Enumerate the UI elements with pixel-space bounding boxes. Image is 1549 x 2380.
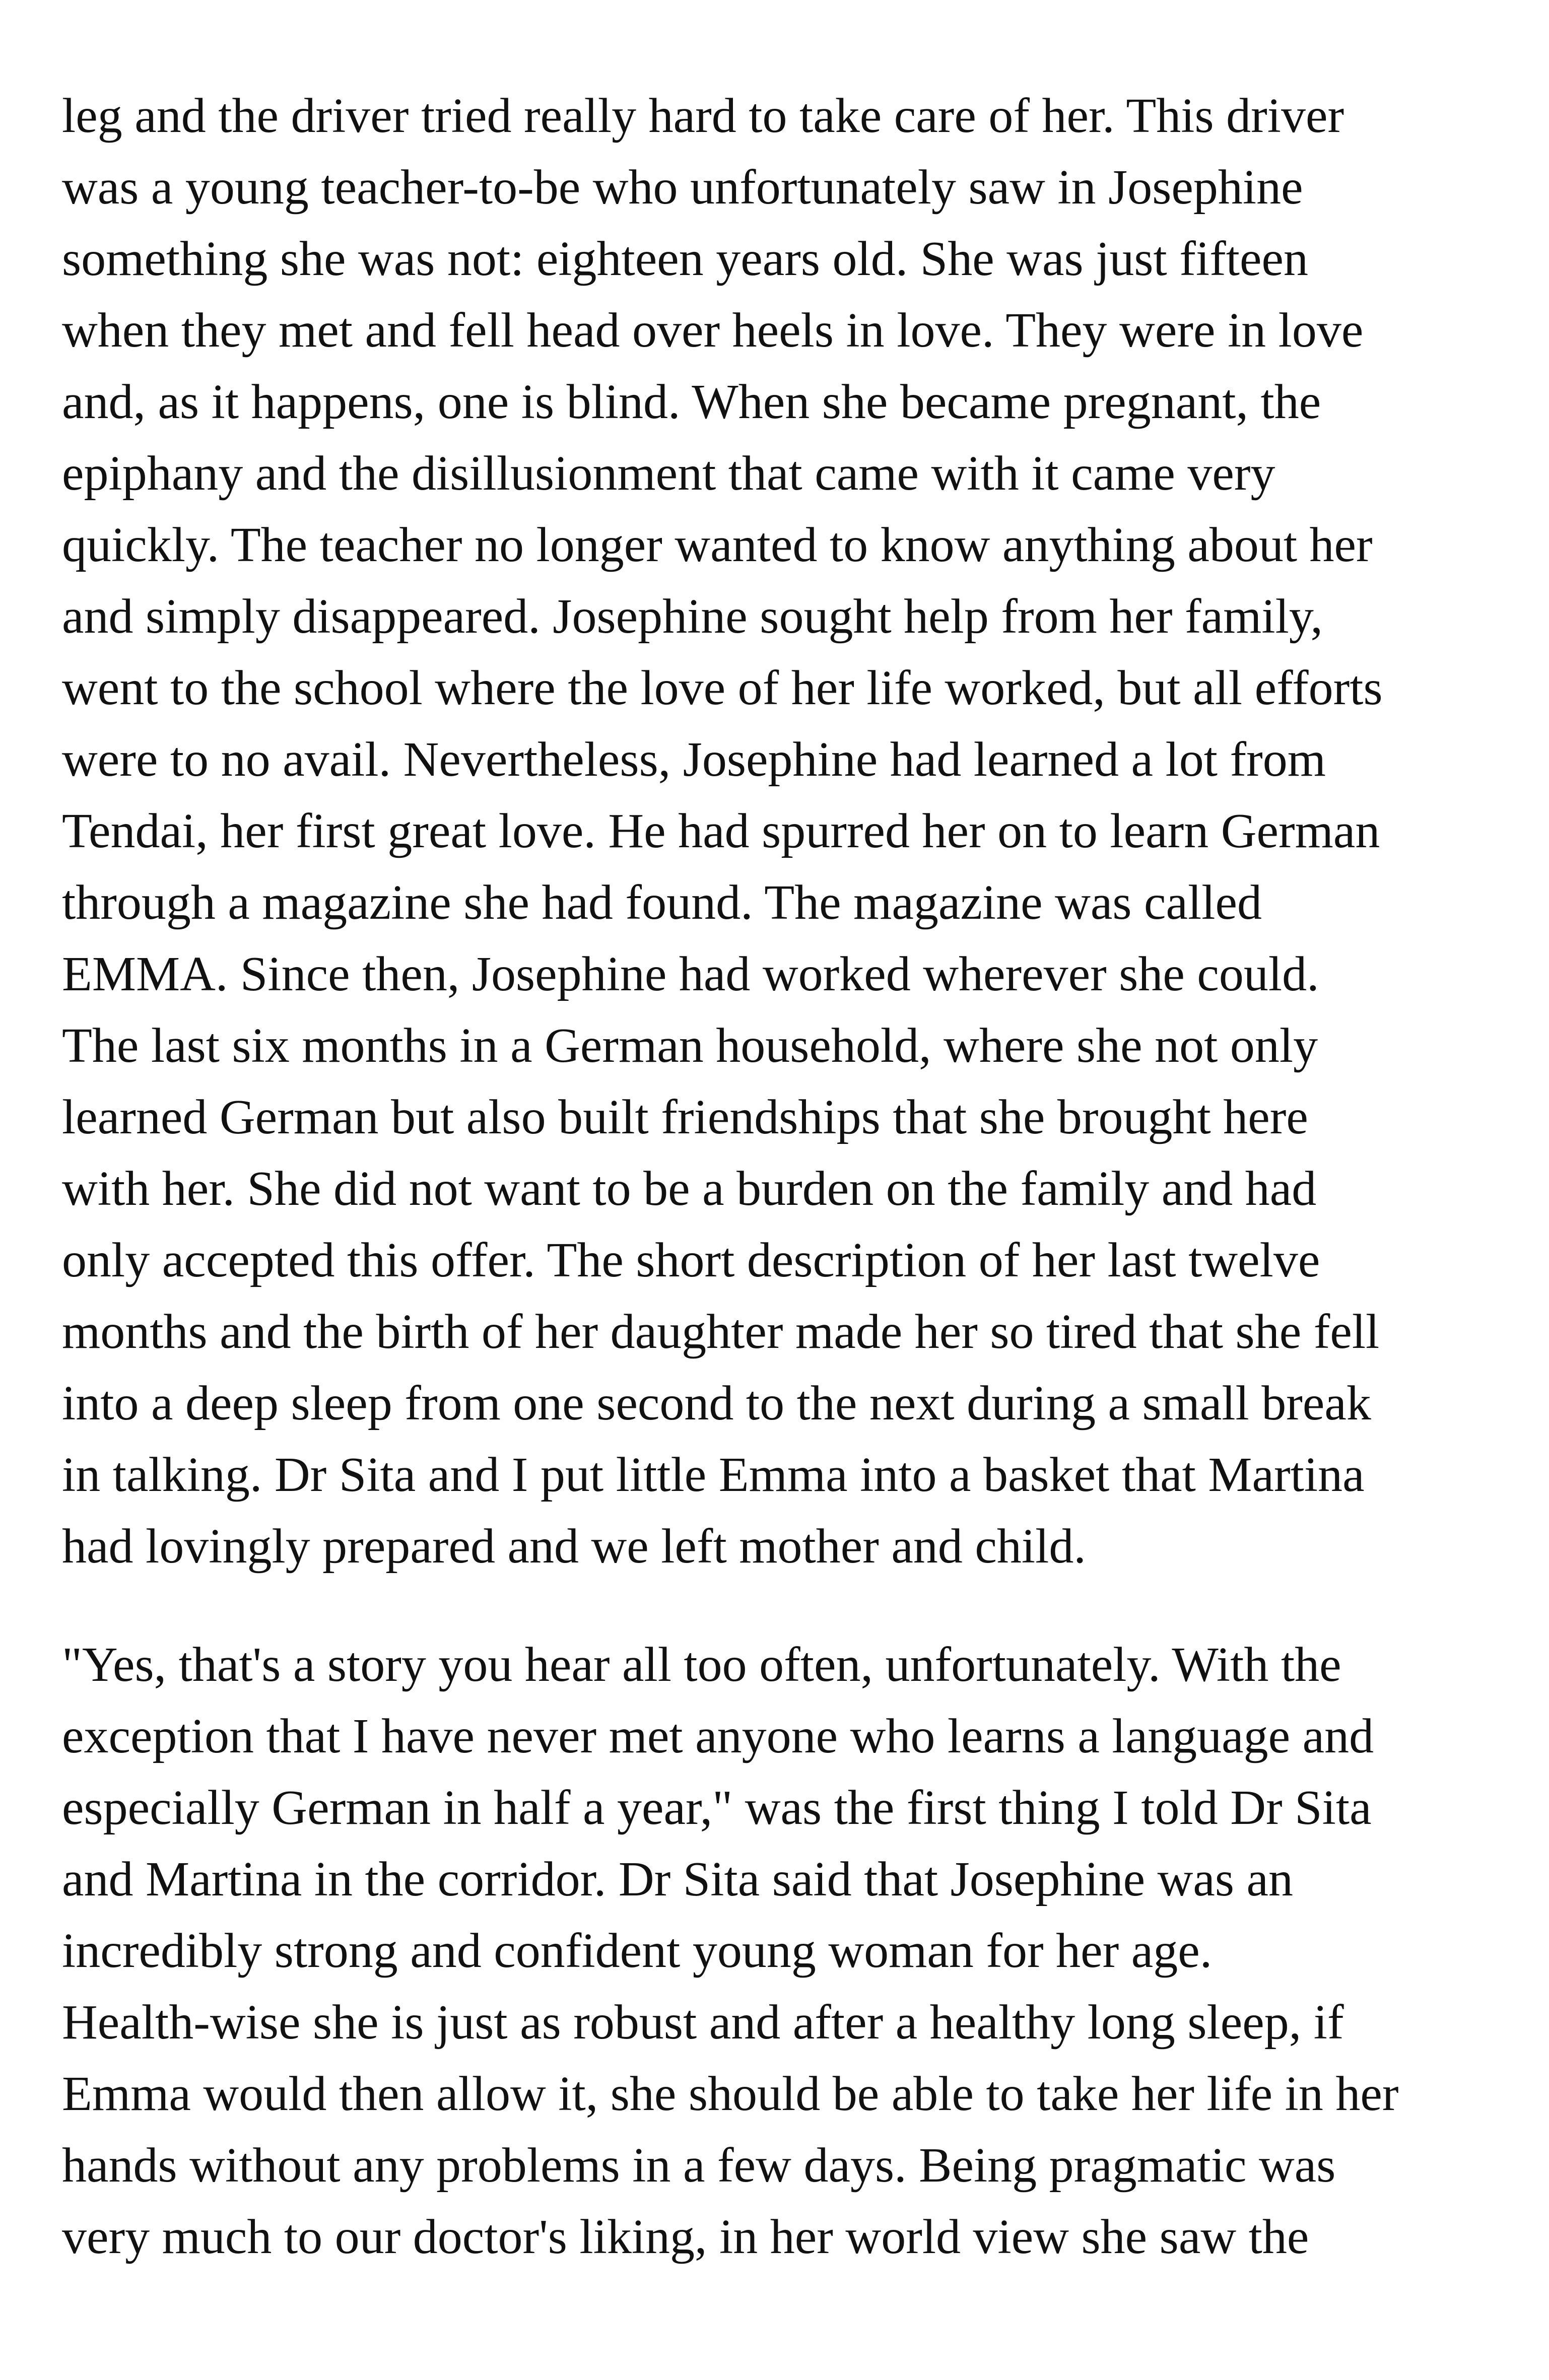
text-line: exception that I have never met anyone who learns a language and (62, 1709, 1374, 1763)
text-line: epiphany and the disillusionment that came with it came very (62, 446, 1275, 501)
text-line: through a magazine she had found. The magazine was called (62, 875, 1262, 930)
text-line: in talking. Dr Sita and I put little Emma into a basket that Martina (62, 1448, 1365, 1502)
text-line: The last six months in a German household, where she not only (62, 1018, 1318, 1073)
text-line: especially German in half a year," was the first thing I told Dr Sita (62, 1781, 1372, 1835)
text-line: very much to our doctor's liking, in her world view she saw the (62, 2210, 1309, 2264)
text-line: and simply disappeared. Josephine sought help from her family, (62, 589, 1323, 644)
text-line: leg and the driver tried really hard to take care of her. This driver (62, 89, 1344, 143)
text-line: with her. She did not want to be a burden on the family and had (62, 1162, 1317, 1216)
text-line: when they met and fell head over heels in love. They were in love (62, 303, 1364, 358)
text-line: "Yes, that's a story you hear all too often, unfortunately. With the (62, 1638, 1341, 1692)
text-line: months and the birth of her daughter made her so tired that she fell (62, 1305, 1380, 1359)
text-line: were to no avail. Nevertheless, Josephine had learned a lot from (62, 732, 1326, 787)
text-line: something she was not: eighteen years old. She was just fifteen (62, 232, 1308, 286)
text-line: and Martina in the corridor. Dr Sita said that Josephine was an (62, 1852, 1293, 1907)
text-line: Tendai, her first great love. He had spurred her on to learn German (62, 804, 1380, 858)
text-line: learned German but also built friendships that she brought here (62, 1090, 1308, 1144)
document-page (62, 0, 1503, 2380)
text-line: Health-wise she is just as robust and after a healthy long sleep, if (62, 1995, 1344, 2050)
text-line: quickly. The teacher no longer wanted to know anything about her (62, 518, 1373, 572)
text-line: into a deep sleep from one second to the next during a small break (62, 1376, 1371, 1431)
text-line: had lovingly prepared and we left mother and child. (62, 1519, 1086, 1574)
text-line: and, as it happens, one is blind. When she became pregnant, the (62, 375, 1321, 429)
text-line: hands without any problems in a few days. Being pragmatic was (62, 2138, 1336, 2193)
text-line: EMMA. Since then, Josephine had worked wherever she could. (62, 947, 1319, 1001)
text-line: went to the school where the love of her life worked, but all efforts (62, 661, 1383, 715)
text-line: Emma would then allow it, she should be able to take her life in her (62, 2067, 1399, 2121)
text-line: incredibly strong and confident young woman for her age. (62, 1924, 1213, 1978)
text-line: only accepted this offer. The short description of her last twelve (62, 1233, 1320, 1287)
text-line: was a young teacher-to-be who unfortunately saw in Josephine (62, 160, 1303, 215)
